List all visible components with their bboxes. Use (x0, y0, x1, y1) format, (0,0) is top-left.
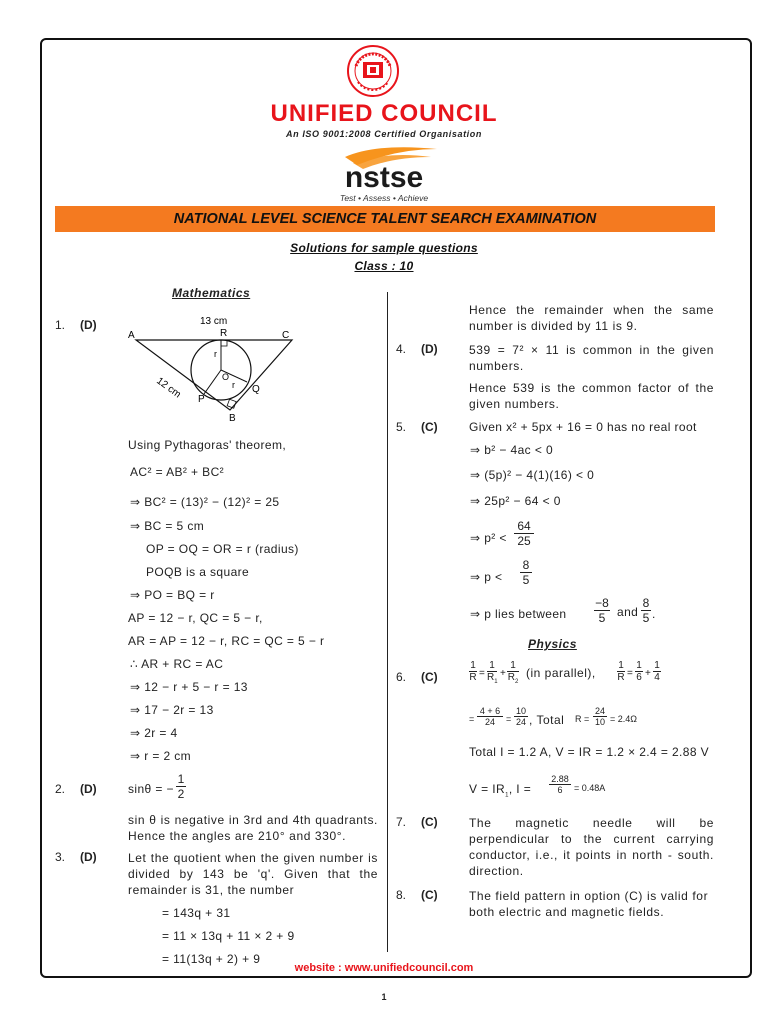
q1-line-9: AR = AP = 12 − r, RC = QC = 5 − r (128, 634, 325, 648)
q2-lhs: sinθ = − (128, 782, 174, 796)
page-number: 1 (381, 992, 387, 1002)
fig-label-C: C (282, 330, 290, 341)
q6-line4a: V = IR (469, 782, 506, 796)
q6-line4b: , I = (508, 782, 532, 796)
section-mathematics: Mathematics (172, 286, 251, 300)
q2-frac-den: 2 (177, 787, 185, 801)
q1-line-12: ⇒ 17 − 2r = 13 (130, 703, 214, 717)
q6-i-den: 6 (549, 784, 571, 795)
fig-label-r1: r (214, 349, 217, 359)
q6-rtot: R = (575, 714, 590, 724)
q1-number: 1. (55, 318, 66, 332)
q5-line-2: ⇒ b² − 4ac < 0 (470, 443, 554, 457)
fig-label-r2: r (232, 380, 235, 390)
q6-rt-num: 24 (594, 706, 605, 716)
q5-and: and (617, 605, 639, 619)
q6-eq-num2: 10 (515, 706, 526, 716)
q5-line-3: ⇒ (5p)² − 4(1)(16) < 0 (470, 468, 595, 482)
q6-formula-1: $\frac{1}{R}$ = 1 $R_1$ + 1 $R_2$ (in parallel), $\frac{1}{R}$ = $\frac{1}{6}$ + $\frac{1}{4}$ (469, 660, 660, 685)
q1-triangle-figure (120, 310, 300, 425)
q6-f5-den: 6 (636, 672, 642, 683)
q4-text-2: Hence 539 is the common factor of the given numbers. (469, 381, 714, 411)
q5-p-lhs: ⇒ p < (470, 570, 503, 584)
iso-line: An ISO 9001:2008 Certified Organisation (286, 129, 482, 139)
q8-number: 8. (396, 888, 407, 902)
nstse-wordmark: nstse (344, 161, 424, 194)
q5-p2-fraction (514, 519, 534, 548)
q3-line-1: = 143q + 31 (162, 906, 231, 920)
q5-number: 5. (396, 420, 407, 434)
exam-banner: NATIONAL LEVEL SCIENCE TALENT SEARCH EXAMINATION (55, 206, 715, 232)
q5-p2-den: 25 (514, 533, 534, 548)
q3-continuation: Hence the remainder when the same number is divided by 11 is 9. (469, 303, 714, 333)
solutions-subtitle: Solutions for sample questions (290, 241, 478, 255)
q6-f6-num: 1 (654, 660, 660, 671)
q5-answer: (C) (421, 420, 438, 434)
q6-rt-value: = 2.4Ω (610, 714, 637, 724)
q5-lies-frac2 (641, 596, 651, 625)
q4-answer: (D) (421, 342, 438, 356)
q6-f5-num: 1 (636, 660, 642, 671)
section-physics: Physics (528, 637, 577, 651)
column-divider (387, 292, 388, 952)
unified-council-seal-logo (346, 44, 400, 98)
q6-formula-4 (469, 772, 714, 804)
q1-line-4: ⇒ BC = 5 cm (130, 519, 205, 533)
q5-p-den: 5 (520, 572, 532, 587)
q1-line-13: ⇒ 2r = 4 (130, 726, 178, 740)
q1-line-6: POQB is a square (146, 565, 250, 579)
q3-answer: (D) (80, 850, 97, 864)
footer-website[interactable]: website : www.unifiedcouncil.com (294, 962, 474, 974)
q5-lies: ⇒ p lies between (470, 607, 567, 621)
fig-label-12cm: 12 cm (154, 375, 183, 401)
q6-line-3: Total I = 1.2 A, V = IR = 1.2 × 2.4 = 2.88 V (469, 745, 710, 759)
fig-label-P: P (198, 394, 205, 405)
q8-text: The field pattern in option (C) is valid for both electric and magnetic fields. (469, 889, 709, 919)
q7-answer: (C) (421, 815, 438, 829)
q1-line-10: ∴ AR + RC = AC (130, 657, 224, 671)
q5-lies-den2: 5 (642, 611, 650, 625)
q6-f6-den: 4 (654, 672, 660, 683)
q6-i-value: = 0.48A (574, 783, 606, 793)
q8-answer: (C) (421, 888, 438, 902)
q3-text: Let the quotient when the given number is divided by 143 be 'q'. Given that the remainder is 31, the number (128, 851, 378, 897)
q2-text: sin θ is negative in 3rd and 4th quadrants. Hence the angles are 210° and 330°. (128, 813, 378, 843)
q6-eq-den2: 24 (515, 717, 526, 727)
fig-label-R: R (220, 328, 228, 339)
q6-f2-num: 1 (489, 660, 495, 671)
q6-total: , Total (529, 713, 565, 727)
q1-answer: (D) (80, 318, 97, 332)
brand-title: UNIFIED COUNCIL (270, 100, 498, 127)
fig-label-A: A (128, 330, 135, 341)
fig-label-Q: Q (252, 384, 260, 395)
q3-number: 3. (55, 850, 66, 864)
q1-line-8: AP = 12 − r, QC = 5 − r, (128, 611, 263, 625)
q6-R1: R (487, 672, 495, 683)
q6-eq-den1: 24 (477, 716, 503, 727)
nstse-tagline: Test • Assess • Achieve (339, 193, 429, 203)
q5-p-num: 8 (522, 558, 530, 572)
q2-number: 2. (55, 782, 66, 796)
q6-R2-sub: 2 (514, 679, 519, 685)
q1-line-1: Using Pythagoras' theorem, (128, 438, 287, 452)
q6-f1-num: 1 (470, 660, 476, 671)
q5-p-fraction (520, 558, 532, 587)
q5-lies-num2: 8 (642, 596, 650, 610)
q6-rt-den: 10 (594, 717, 605, 727)
q3-line-3: = 11(13q + 2) + 9 (162, 952, 261, 966)
q1-line-7: ⇒ PO = BQ = r (130, 588, 215, 602)
q7-number: 7. (396, 815, 407, 829)
q5-p2-lhs: ⇒ p² < (470, 531, 507, 545)
q6-eq-num1: 4 + 6 (479, 706, 501, 716)
q6-f4-den: R (617, 672, 625, 683)
q4-text-1: 539 = 7² × 11 is common in the given numbers. (469, 343, 714, 373)
q7-text: The magnetic needle will be perpendicular to the current carrying conductor, i.e., it points in north - south. direction. (469, 816, 714, 878)
q5-lies-frac1 (594, 596, 610, 625)
q4-number: 4. (396, 342, 407, 356)
q5-line-4: ⇒ 25p² − 64 < 0 (470, 494, 561, 508)
class-line: Class : 10 (354, 259, 414, 273)
fig-label-13cm: 13 cm (200, 316, 228, 327)
q6-number: 6. (396, 670, 407, 684)
q6-R1-sub: 1 (494, 679, 498, 685)
q6-f3-num: 1 (510, 660, 516, 671)
q6-i-num: 2.88 (551, 774, 569, 784)
q6-f4-num: 1 (618, 660, 624, 671)
q6-formula-2: = 4 + 6 24 = 10 24 , Total R = $\frac{24}{10}$ = 2.4Ω (469, 706, 637, 727)
fig-label-B: B (229, 413, 236, 424)
nstse-logo (327, 143, 442, 205)
q5-p2-num: 64 (517, 519, 531, 533)
q2-frac-num: 1 (177, 772, 185, 786)
q2-answer: (D) (80, 782, 97, 796)
q2-fraction (176, 772, 186, 801)
q6-line4-sub: 1 (505, 792, 509, 799)
q1-line-14: ⇒ r = 2 cm (130, 749, 192, 763)
q6-answer: (C) (421, 670, 438, 684)
q1-line-11: ⇒ 12 − r + 5 − r = 13 (130, 680, 248, 694)
q5-line-1: Given x² + 5px + 16 = 0 has no real root (469, 420, 697, 434)
q5-lies-num1: −8 (595, 596, 609, 610)
fig-label-O: O (222, 372, 230, 382)
q5-lies-den1: 5 (594, 610, 610, 625)
q1-line-3: ⇒ BC² = (13)² − (12)² = 25 (130, 495, 280, 509)
q1-line-2: AC² = AB² + BC² (130, 465, 225, 479)
q6-parallel: (in parallel), (526, 666, 596, 680)
q6-f1-den: R (469, 672, 477, 683)
q3-line-2: = 11 × 13q + 11 × 2 + 9 (162, 929, 295, 943)
q1-line-5: OP = OQ = OR = r (radius) (146, 542, 299, 556)
q5-period: . (652, 607, 656, 621)
q6-R2: R (507, 672, 515, 683)
